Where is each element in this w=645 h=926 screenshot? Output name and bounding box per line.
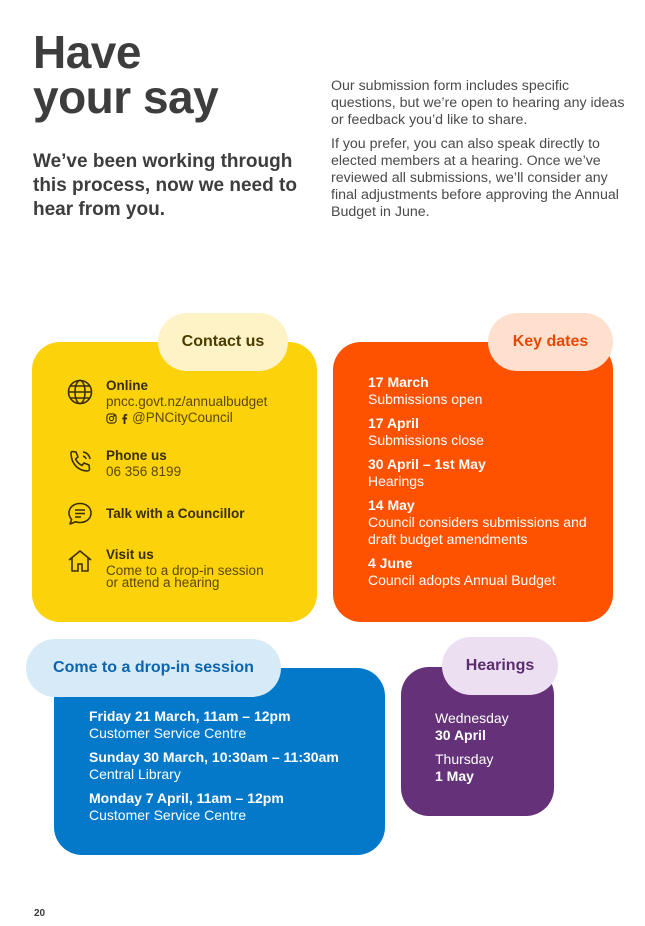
page-number: 20: [34, 908, 46, 919]
key-date-date: 17 March: [368, 374, 429, 390]
key-date-desc: Hearings: [368, 473, 425, 489]
key-date-entry: [368, 497, 608, 548]
key-dates-list: [368, 374, 608, 589]
drop-in-list: [89, 708, 379, 824]
page-title: [33, 26, 219, 123]
key-date-entry: [368, 415, 608, 449]
key-date-entry: [368, 555, 608, 589]
intro-text: [331, 78, 626, 221]
key-dates-label: Key dates: [488, 313, 613, 371]
contact-online-title: Online: [106, 378, 149, 393]
hearing-date: 1 May: [435, 768, 474, 784]
key-dates-card: [333, 342, 613, 622]
contact-us-label: Contact us: [158, 313, 288, 371]
drop-in-when: Friday 21 March, 11am – 12pm: [89, 708, 291, 724]
hearing-date: 30 April: [435, 727, 486, 743]
phone-icon: [66, 448, 94, 476]
drop-in-label: Come to a drop-in session: [26, 639, 281, 697]
hearings-list: [435, 710, 545, 785]
key-date-date: 30 April – 1st May: [368, 456, 486, 472]
key-date-entry: [368, 374, 608, 408]
facebook-icon[interactable]: [119, 413, 130, 424]
hearings-label: Hearings: [442, 637, 558, 695]
chat-icon: [66, 500, 94, 528]
key-date-desc: Submissions open: [368, 391, 483, 407]
hearing-entry: [435, 710, 545, 744]
contact-visit-line-2: or attend a hearing: [106, 575, 220, 590]
key-date-desc: Council adopts Annual Budget: [368, 572, 556, 588]
contact-phone-number[interactable]: 06 356 8199: [106, 464, 182, 479]
intro-paragraph-2: If you prefer, you can also speak directly to elected members at a hearing. Once we’ve reviewed all submissions, we’ll consider any final adjustments before approving the Annual Budget in June.: [331, 136, 619, 220]
hearing-day: Wednesday: [435, 710, 509, 726]
contact-visit-title: Visit us: [106, 547, 154, 562]
page-subtitle: We’ve been working through this process, now we need to hear from you.: [33, 151, 297, 220]
hearing-day: Thursday: [435, 751, 494, 767]
drop-in-entry: [89, 790, 379, 824]
contact-phone-title: Phone us: [106, 448, 167, 463]
key-date-desc: Submissions close: [368, 432, 484, 448]
title-line-1: Have: [33, 26, 141, 78]
globe-icon: [66, 378, 94, 406]
key-date-entry: [368, 456, 608, 490]
intro-paragraph-1: Our submission form includes specific questions, but we’re open to hearing any ideas or feedback you’d like to share.: [331, 78, 625, 128]
drop-in-entry: [89, 708, 379, 742]
drop-in-when: Monday 7 April, 11am – 12pm: [89, 790, 284, 806]
hearing-entry: [435, 751, 545, 785]
key-date-date: 17 April: [368, 415, 419, 431]
instagram-icon[interactable]: [106, 413, 117, 424]
contact-visit-line-1: Come to a drop-in session: [106, 563, 264, 578]
drop-in-where: Customer Service Centre: [89, 725, 247, 741]
key-date-desc: Council considers submissions and draft budget amendments: [368, 514, 587, 547]
key-date-date: 14 May: [368, 497, 415, 513]
drop-in-when: Sunday 30 March, 10:30am – 11:30am: [89, 749, 339, 765]
key-date-date: 4 June: [368, 555, 413, 571]
house-icon: [66, 547, 94, 575]
contact-online-url[interactable]: pncc.govt.nz/annualbudget: [106, 394, 268, 409]
contact-card: [32, 342, 317, 622]
title-line-2: your say: [33, 71, 219, 123]
drop-in-where: Central Library: [89, 766, 181, 782]
drop-in-where: Customer Service Centre: [89, 807, 247, 823]
drop-in-entry: [89, 749, 379, 783]
contact-talk-title: Talk with a Councillor: [106, 506, 245, 521]
contact-social-handle[interactable]: @PNCityCouncil: [132, 410, 233, 425]
